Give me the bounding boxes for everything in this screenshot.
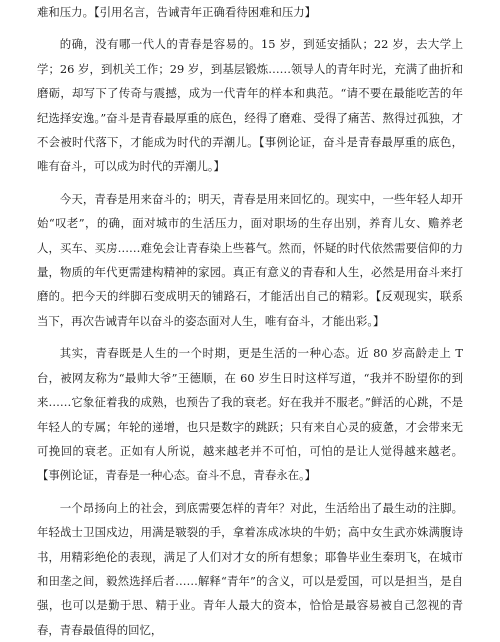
paragraph-3: 今天，青春是用来奋斗的；明天，青春是用来回忆的。现实中，一些年轻人却开始“叹老”，的确，面对城市的生活压力，面对职场的生存出别，养育儿女、赡养老人，买车、买房……难免会让青春染上些暮气。然而，怀疑的时代依然需要信仰的力量，物质的年代更需建构精神的家园。真正有意义的青春和人生，必然是用奋斗来打磨的。把今天的绊脚石变成明天的铺路石，才能活出自己的精彩。【反观现实，联系当下，再次告诫青年以奋斗的姿态面对人生，唯有奋斗，才能出彩。】 xyxy=(37,191,463,328)
paragraph-5: 一个昂扬向上的社会，到底需要怎样的青年？对此，生活给出了最生动的注脚。年轻战士卫国戍边，用满是皲裂的手，拿着冻成冰块的牛奶；高中女生武亦姝满腹诗书，用精彩绝伦的表现，满足了人们对才女的所有想象；耶鲁毕业生秦玥飞，在城市和田垄之间，毅然选择后者……解释“青年”的含义，可以是爱国，可以是担当，是自强，也可以是勤于思、精于业。青年人最大的资本，恰恰是最容易被自己忽视的青春，青春最值得的回忆， xyxy=(37,500,463,637)
paragraph-2: 的确，没有哪一代人的青春是容易的。15 岁，到延安插队；22 岁，去大学上学；26 岁，到机关工作；29 岁，到基层锻炼……领导人的青年时光，充满了曲折和磨砺，却写下了传奇与震撼，成为一代青年的样本和典范。“请不要在最能吃苦的年纪选择安逸。”奋斗是青春最厚重的底色，经得了磨难、受得了痛苦、熬得过孤独，才不会被时代落下，才能成为时代的弄潮儿。【事例论证，奋斗是青春最厚重的底色，唯有奋斗，可以成为时代的弄潮儿。】 xyxy=(37,37,463,174)
paragraph-1: 难和压力。【引用名言，告诫青年正确看待困难和压力】 xyxy=(37,5,317,19)
paragraph-4: 其实，青春既是人生的一个时期，更是生活的一种心态。近 80 岁高龄走上 T 台，被网友称为“最帅大爷”王德顺，在 60 岁生日时这样写道，“我并不盼望你的到来……它象征着我的成熟，也预告了我的衰老。好在我并不服老。”鲜活的心跳，不是年轻人的专属；年轮的递增，也只是数字的跳跃；只有来自心灵的疲惫，才会带来无可挽回的衰老。正如有人所说，越来越老并不可怕，可怕的是让人觉得越来越老。【事例论证，青春是一种心态。奋斗不息，青春永在。】 xyxy=(37,346,463,483)
document-page xyxy=(37,0,463,642)
